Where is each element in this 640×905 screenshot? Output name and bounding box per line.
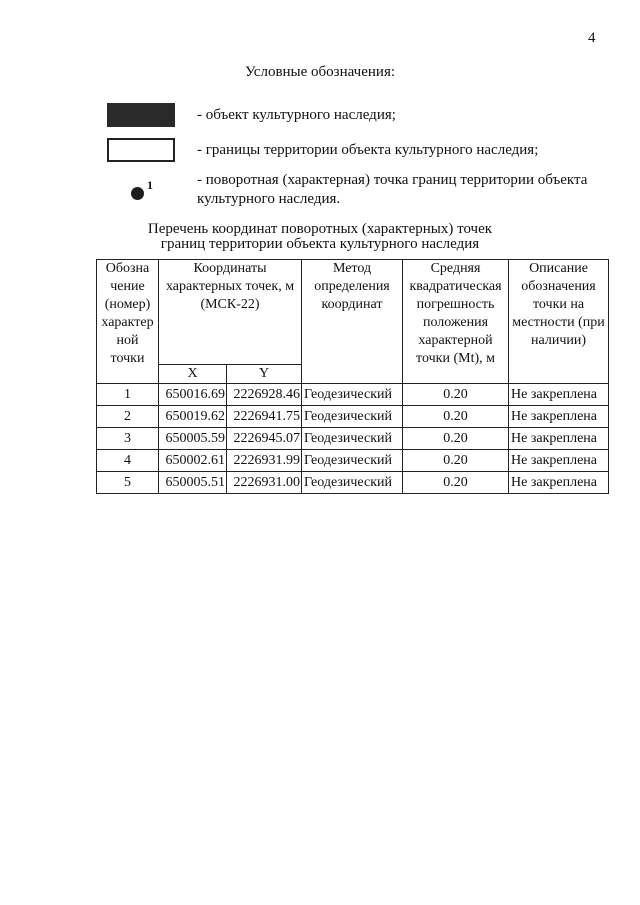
cell-error: 0.20 [403,384,509,406]
table-row [97,472,609,494]
table-title-line-1: Перечень координат поворотных (характерных) точек [147,221,493,237]
cell-point-number: 1 [97,384,159,406]
legend-title: Условные обозначения: [244,64,396,80]
cell-description: Не закреплена [509,472,609,494]
header-y: Y [227,365,302,384]
cell-error: 0.20 [403,450,509,472]
legend-text-heritage-object: - объект культурного наследия; [197,107,396,123]
cell-description: Не закреплена [509,450,609,472]
cell-description: Не закреплена [509,428,609,450]
cell-y: 2226945.07 [227,428,302,450]
cell-error: 0.20 [403,428,509,450]
coordinates-table [96,259,609,494]
header-point-number: Обозна чение (номер) характер ной точки [97,260,159,384]
table-title [0,222,640,252]
cell-x: 650005.59 [159,428,227,450]
cell-error: 0.20 [403,406,509,428]
cell-method: Геодезический [302,450,403,472]
header-coordinates: Координаты характерных точек, м (МСК-22) [159,260,302,365]
header-x: X [159,365,227,384]
page-number: 4 [588,30,596,46]
cell-description: Не закреплена [509,384,609,406]
cell-y: 2226931.00 [227,472,302,494]
cell-y: 2226941.75 [227,406,302,428]
table-row [97,406,609,428]
header-method: Метод определения координат [302,260,403,384]
cell-x: 650005.51 [159,472,227,494]
turning-point-marker-label: 1 [147,178,153,192]
cell-method: Геодезический [302,428,403,450]
cell-point-number: 2 [97,406,159,428]
cell-description: Не закреплена [509,406,609,428]
cell-y: 2226928.46 [227,384,302,406]
table-row [97,384,609,406]
legend-text-territory-boundary: - границы территории объекта культурного наследия; [197,142,539,158]
cell-x: 650019.62 [159,406,227,428]
cell-point-number: 3 [97,428,159,450]
header-description: Описание обозначения точки на местности (при наличии) [509,260,609,384]
heritage-object-symbol [107,103,175,127]
cell-error: 0.20 [403,472,509,494]
cell-method: Геодезический [302,384,403,406]
cell-method: Геодезический [302,472,403,494]
header-error: Средняя квадратическая погрешность положения характерной точки (Mt), м [403,260,509,384]
cell-y: 2226931.99 [227,450,302,472]
legend-text-turning-point: - поворотная (характерная) точка границ территории объекта культурного наследия. [197,172,588,207]
cell-x: 650002.61 [159,450,227,472]
table-row [97,428,609,450]
turning-point-icon [131,187,144,200]
cell-point-number: 5 [97,472,159,494]
cell-point-number: 4 [97,450,159,472]
table-row [97,450,609,472]
cell-x: 650016.69 [159,384,227,406]
territory-boundary-symbol [107,138,175,162]
cell-method: Геодезический [302,406,403,428]
table-title-line-2: границ территории объекта культурного наследия [160,236,480,252]
